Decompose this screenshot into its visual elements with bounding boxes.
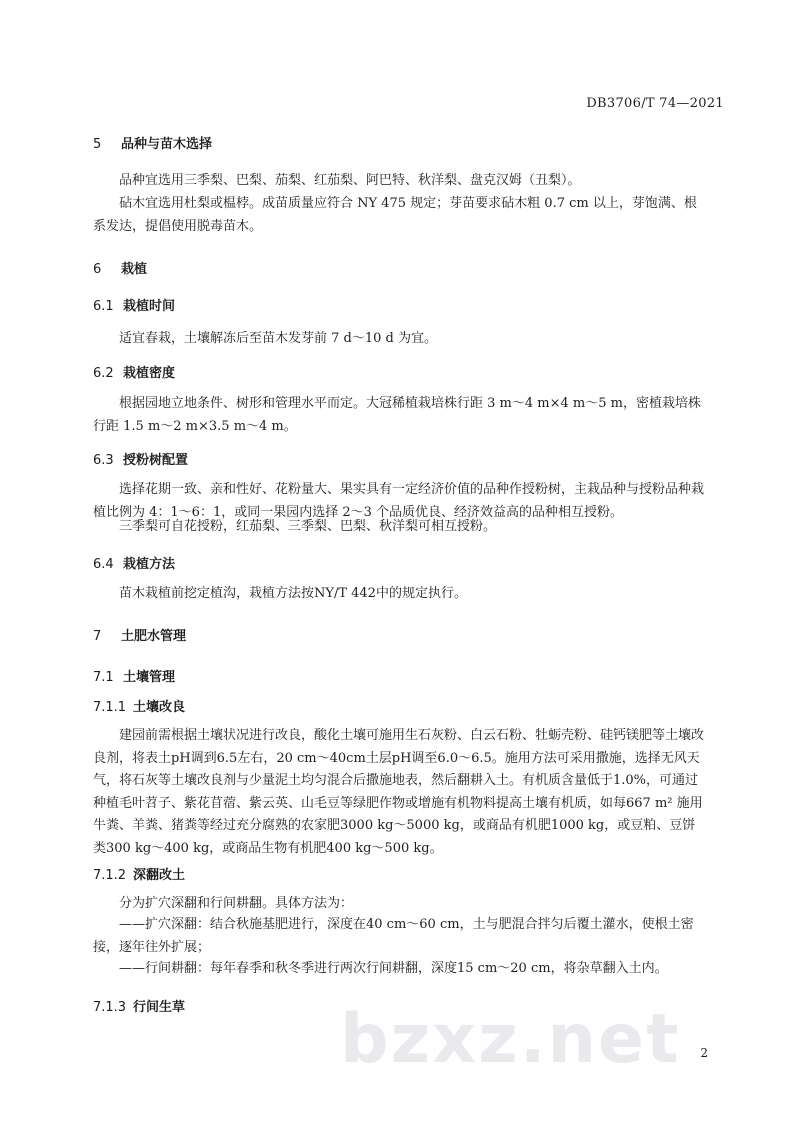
section-title: 土壤管理 (123, 670, 176, 685)
list-item: ——扩穴深翻：结合秋施基肥进行，深度在40 cm～60 cm，土与肥混合拌匀后覆土灌水，使根土密接，逐年往外扩展； (93, 917, 694, 955)
section-number: 6.2 (93, 366, 114, 381)
section-title: 栽植时间 (123, 299, 176, 314)
section-number: 7.1.1 (93, 700, 127, 715)
section-number: 7.1.3 (93, 1000, 127, 1015)
section-title: 栽植 (121, 262, 148, 277)
section-heading-6-3 (93, 449, 188, 468)
section-heading-7-1 (93, 666, 175, 685)
paragraph: 适宜春栽，土壤解冻后至苗木发芽前 7 d～10 d 为宜。 (119, 331, 437, 346)
section-title: 授粉树配置 (123, 453, 189, 468)
section-number: 6.1 (93, 299, 114, 314)
section-heading-7-1-1 (93, 696, 185, 715)
section-title: 栽植密度 (123, 366, 176, 381)
section-heading-7-1-2 (93, 864, 185, 883)
section-number: 7 (93, 629, 102, 644)
paragraph: 品种宜选用三季梨、巴梨、茄梨、红茄梨、阿巴特、秋洋梨、盘克汉姆（丑梨）。 (119, 173, 581, 188)
section-title: 深翻改土 (133, 868, 186, 883)
section-heading-5 (93, 133, 212, 152)
page-number: 2 (700, 1046, 708, 1060)
section-title: 土壤改良 (133, 700, 186, 715)
section-number: 5 (93, 137, 102, 152)
paragraph: 选择花期一致、亲和性好、花粉量大、果实具有一定经济价值的品种作授粉树，主栽品种与授粉品种栽植比例为 4：1～6：1，或同一果园内选择 2～3 个品质优良、经济效益高的品种相互授粉。 (93, 482, 705, 520)
paragraph: 根据园地立地条件、树形和管理水平而定。大冠稀植栽培株行距 3 m～4 m×4 m～5 m，密植栽培株行距 1.5 m～2 m×3.5 m～4 m。 (93, 396, 701, 434)
section-number: 7.1.2 (93, 868, 127, 883)
section-heading-6-1 (93, 295, 175, 314)
watermark: bzxz.net (340, 1000, 681, 1079)
section-number: 6 (93, 262, 102, 277)
section-number: 6.4 (93, 557, 114, 572)
section-heading-6-2 (93, 362, 175, 381)
paragraph: 建园前需根据土壤状况进行改良，酸化土壤可施用生石灰粉、白云石粉、牡蛎壳粉、硅钙镁肥等土壤改良剂，将表土pH调到6.5左右，20 cm～40cm土层pH调至6.0～6.5。施用方法可采用撒施，选择无风天气，将石灰等土壤改良剂与少量泥土均匀混合后撒施地表，然后翻耕入土。有机质含量低于1.0%，可通过种植毛叶苕子、紫花苜蓿、紫云英、山毛豆等绿肥作物或增施有机物料提高土壤有机质，如每667 m² 施用牛粪、羊粪、猪粪等经过充分腐熟的农家肥3000 kg～5000 kg，或商品有机肥1000 kg，或豆粕、豆饼类300 kg～400 kg，或商品生物有机肥400 kg～500 kg。 (93, 728, 705, 856)
paragraph: 三季梨可自花授粉，红茄梨、三季梨、巴梨、秋洋梨可相互授粉。 (119, 519, 497, 534)
section-title: 栽植方法 (123, 557, 176, 572)
section-number: 7.1 (93, 670, 114, 685)
section-heading-6-4 (93, 553, 175, 572)
section-title: 土肥水管理 (121, 629, 187, 644)
section-title: 品种与苗木选择 (121, 137, 213, 152)
section-number: 6.3 (93, 453, 114, 468)
section-heading-7-1-3 (93, 996, 185, 1015)
section-title: 行间生草 (133, 1000, 186, 1015)
paragraph: 分为扩穴深翻和行间耕翻。具体方法为： (119, 896, 354, 911)
paragraph: 苗木栽植前挖定植沟，栽植方法按NY/T 442中的规定执行。 (119, 586, 467, 601)
section-heading-6 (93, 258, 147, 277)
paragraph: 砧木宜选用杜梨或榅桲。成苗质量应符合 NY 475 规定；芽苗要求砧木粗 0.7 cm 以上，芽饱满、根系发达，提倡使用脱毒苗木。 (93, 196, 697, 234)
document-id: DB3706/T 74—2021 (586, 96, 724, 111)
list-item: ——行间耕翻：每年春季和秋冬季进行两次行间耕翻，深度15 cm～20 cm，将杂草翻入土内。 (119, 961, 668, 976)
section-heading-7 (93, 625, 186, 644)
